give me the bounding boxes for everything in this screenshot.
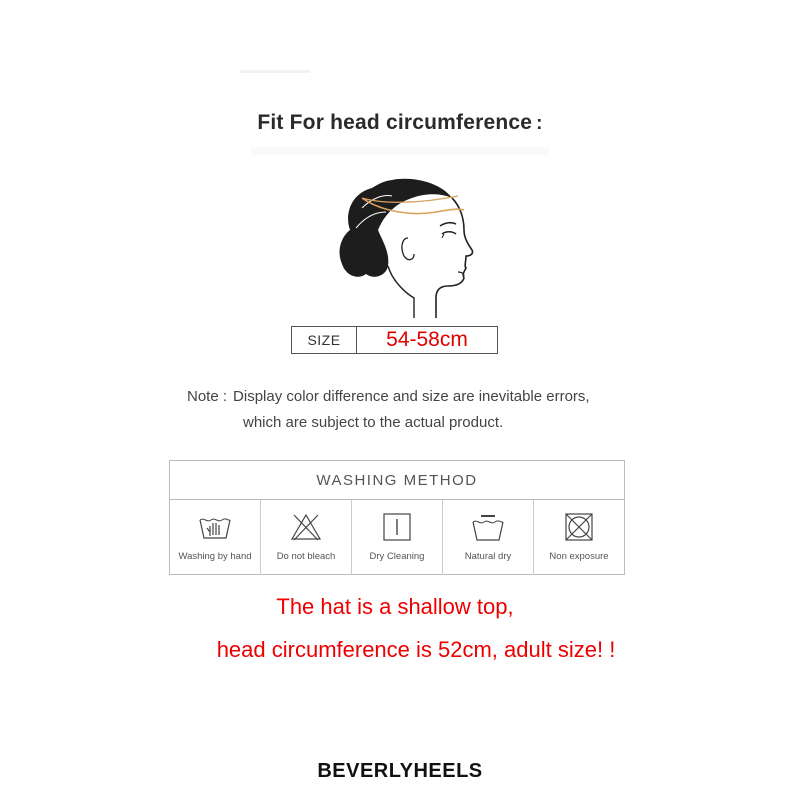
fit-title-colon: : [536,113,543,134]
note-text-1: Display color difference and size are inevitable errors, [233,388,590,405]
head-measurement-illustration [332,168,482,320]
wash-item-hand [170,500,261,575]
note-label: Note : [187,388,228,405]
note-line-1 [187,388,590,405]
dry-cleaning-icon [380,512,414,542]
wash-label: Washing by hand [178,551,252,562]
wash-item-bleach [261,500,352,575]
wash-label: Non exposure [549,551,609,562]
wash-label: Dry Cleaning [369,551,425,562]
washing-method-table [169,460,625,575]
decorative-bar [240,70,310,73]
wash-item-exposure [534,500,624,575]
notice-line-1: The hat is a shallow top, [276,594,514,619]
size-label: SIZE [292,327,357,353]
no-bleach-icon [289,512,323,542]
fit-title-text: Fit For head circumference [257,111,533,134]
wash-item-natural-dry [443,500,534,575]
wash-label: Natural dry [464,551,512,562]
wash-label: Do not bleach [276,551,336,562]
washing-icons-row [170,500,624,575]
brand-name: BEVERLYHEELS [317,760,483,782]
size-box [291,326,498,354]
decorative-shadow [250,147,550,155]
fit-title [0,111,800,135]
non-exposure-icon [562,512,596,542]
natural-dry-icon [471,512,505,542]
wash-item-dry-clean [352,500,443,575]
notice-line-2: head circumference is 52cm, adult size! ! [216,637,616,662]
size-value: 54-58cm [386,328,468,351]
hand-wash-icon [198,512,232,542]
note-line-2: which are subject to the actual product. [243,414,504,431]
washing-method-header: WASHING METHOD [170,461,624,500]
